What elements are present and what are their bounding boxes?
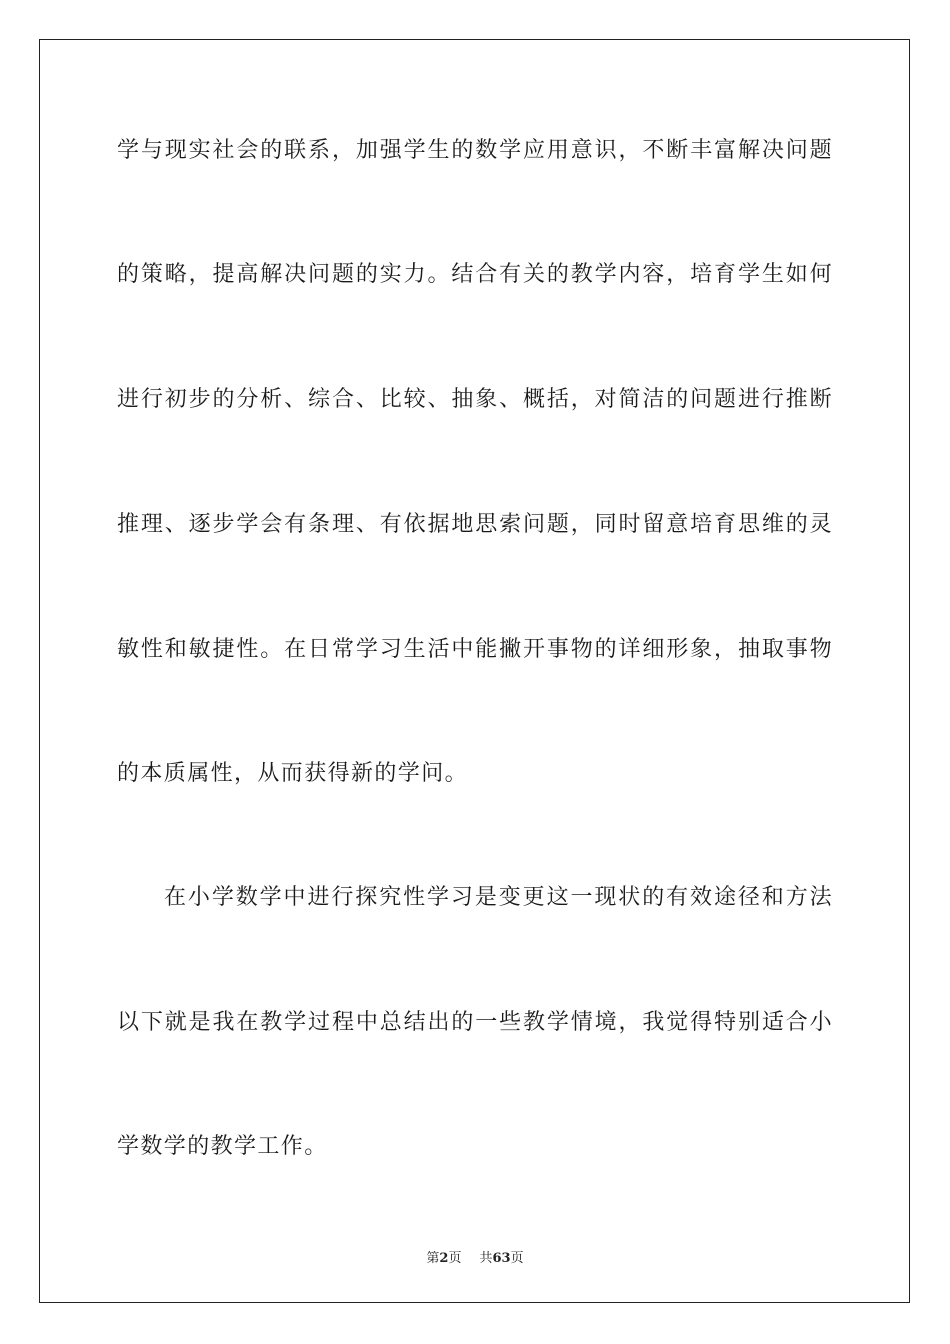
- paragraph-2-line-2: 以下就是我在教学过程中总结出的一些教学情境，我觉得特别适合小: [117, 1010, 833, 1035]
- text-line-2: 的策略，提高解决问题的实力。结合有关的教学内容，培育学生如何: [117, 262, 833, 287]
- text-line-4: 推理、逐步学会有条理、有依据地思索问题，同时留意培育思维的灵: [117, 512, 833, 537]
- paragraph-2-line-3: 学数学的教学工作。: [117, 1134, 328, 1159]
- text-line-5: 敏性和敏捷性。在日常学习生活中能撇开事物的详细形象，抽取事物: [117, 637, 833, 662]
- page-prefix: 第: [426, 1251, 440, 1266]
- page-number: 2: [439, 1251, 449, 1266]
- page-footer: [0, 1250, 950, 1268]
- paragraph-2-line-1: 在小学数学中进行探究性学习是变更这一现状的有效途径和方法: [164, 885, 833, 910]
- text-line-1: 学与现实社会的联系，加强学生的数学应用意识，不断丰富解决问题: [117, 138, 833, 163]
- total-pages: 63: [492, 1251, 511, 1266]
- text-line-3: 进行初步的分析、综合、比较、抽象、概括，对简洁的问题进行推断: [117, 387, 833, 412]
- text-line-6: 的本质属性，从而获得新的学问。: [117, 761, 469, 786]
- total-suffix: 页: [510, 1251, 524, 1266]
- page-suffix: 页: [448, 1251, 462, 1266]
- page-border: [39, 39, 910, 1303]
- total-prefix: 共: [479, 1251, 493, 1266]
